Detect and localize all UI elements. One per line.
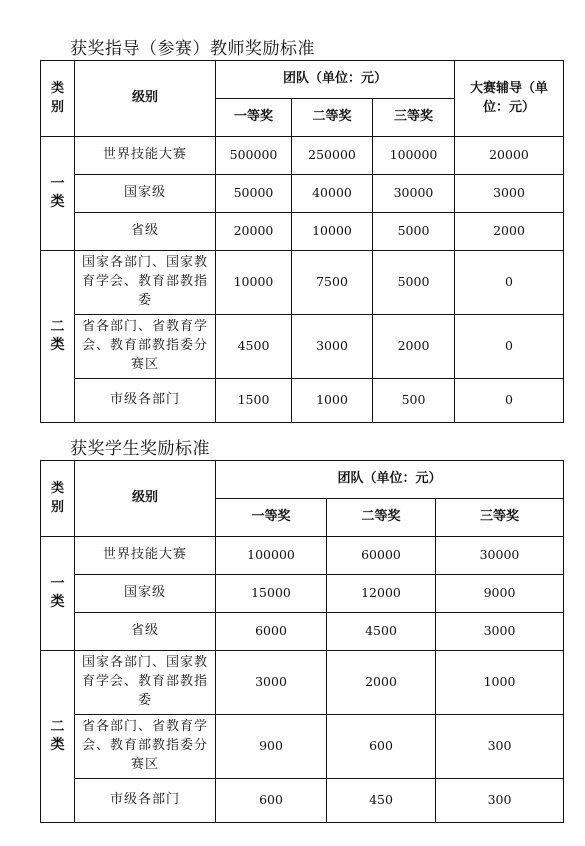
first-prize-value: 50000 — [216, 175, 292, 213]
second-prize-value: 2000 — [327, 651, 436, 715]
level-cell: 省各部门、省教育学会、教育部教指委分赛区 — [75, 315, 216, 379]
level-cell: 国家级 — [75, 175, 216, 213]
first-prize-value: 6000 — [216, 613, 327, 651]
second-prize-value: 1000 — [292, 379, 373, 423]
level-cell: 省各部门、省教育学会、教育部教指委分赛区 — [75, 715, 216, 779]
third-prize-value: 1000 — [436, 651, 564, 715]
first-prize-value: 900 — [216, 715, 327, 779]
header-second-prize: 二等奖 — [327, 499, 436, 537]
first-prize-value: 1500 — [216, 379, 292, 423]
table-row — [41, 175, 564, 213]
level-cell: 国家各部门、国家教育学会、教育部教指委 — [75, 251, 216, 315]
table-row — [41, 715, 564, 779]
level-cell: 世界技能大赛 — [75, 137, 216, 175]
third-prize-value: 5000 — [373, 213, 455, 251]
student-award-table — [40, 460, 564, 823]
header-coach: 大赛辅导（单位：元） — [455, 61, 564, 137]
header-third-prize: 三等奖 — [436, 499, 564, 537]
third-prize-value: 5000 — [373, 251, 455, 315]
second-prize-value: 250000 — [292, 137, 373, 175]
first-prize-value: 500000 — [216, 137, 292, 175]
header-second-prize: 二等奖 — [292, 99, 373, 137]
third-prize-value: 30000 — [373, 175, 455, 213]
header-third-prize: 三等奖 — [373, 99, 455, 137]
teacher-award-table — [40, 60, 564, 423]
first-prize-value: 100000 — [216, 537, 327, 575]
first-prize-value: 15000 — [216, 575, 327, 613]
table-row — [41, 213, 564, 251]
category-cell: 二类 — [41, 251, 75, 423]
table-row — [41, 137, 564, 175]
level-cell: 国家级 — [75, 575, 216, 613]
table-row — [41, 379, 564, 423]
second-prize-value: 450 — [327, 779, 436, 823]
first-prize-value: 20000 — [216, 213, 292, 251]
first-prize-value: 4500 — [216, 315, 292, 379]
third-prize-value: 9000 — [436, 575, 564, 613]
coach-value: 0 — [455, 251, 564, 315]
second-prize-value: 12000 — [327, 575, 436, 613]
coach-value: 0 — [455, 315, 564, 379]
third-prize-value: 300 — [436, 715, 564, 779]
category-cell: 一类 — [41, 137, 75, 251]
level-cell: 市级各部门 — [75, 379, 216, 423]
header-category: 类别 — [41, 461, 75, 537]
third-prize-value: 2000 — [373, 315, 455, 379]
second-prize-value: 7500 — [292, 251, 373, 315]
second-prize-value: 4500 — [327, 613, 436, 651]
table-row — [41, 315, 564, 379]
table-row — [41, 651, 564, 715]
third-prize-value: 30000 — [436, 537, 564, 575]
third-prize-value: 100000 — [373, 137, 455, 175]
level-cell: 国家各部门、国家教育学会、教育部教指委 — [75, 651, 216, 715]
table-row — [41, 779, 564, 823]
header-first-prize: 一等奖 — [216, 499, 327, 537]
third-prize-value: 3000 — [436, 613, 564, 651]
category-cell: 二类 — [41, 651, 75, 823]
coach-value: 2000 — [455, 213, 564, 251]
coach-value: 3000 — [455, 175, 564, 213]
third-prize-value: 300 — [436, 779, 564, 823]
level-cell: 世界技能大赛 — [75, 537, 216, 575]
header-team: 团队（单位：元） — [216, 61, 455, 99]
second-prize-value: 40000 — [292, 175, 373, 213]
table-row — [41, 575, 564, 613]
header-level: 级别 — [75, 461, 216, 537]
level-cell: 省级 — [75, 213, 216, 251]
table-row — [41, 537, 564, 575]
header-level: 级别 — [75, 61, 216, 137]
second-prize-value: 3000 — [292, 315, 373, 379]
teacher-award-title: 获奖指导（参赛）教师奖励标准 — [70, 39, 315, 59]
student-award-title: 获奖学生奖励标准 — [70, 439, 210, 459]
table-row — [41, 613, 564, 651]
table-row — [41, 251, 564, 315]
coach-value: 20000 — [455, 137, 564, 175]
category-cell: 一类 — [41, 537, 75, 651]
first-prize-value: 10000 — [216, 251, 292, 315]
level-cell: 省级 — [75, 613, 216, 651]
header-category: 类别 — [41, 61, 75, 137]
level-cell: 市级各部门 — [75, 779, 216, 823]
first-prize-value: 600 — [216, 779, 327, 823]
header-team: 团队（单位：元） — [216, 461, 564, 499]
header-first-prize: 一等奖 — [216, 99, 292, 137]
third-prize-value: 500 — [373, 379, 455, 423]
first-prize-value: 3000 — [216, 651, 327, 715]
second-prize-value: 60000 — [327, 537, 436, 575]
second-prize-value: 10000 — [292, 213, 373, 251]
coach-value: 0 — [455, 379, 564, 423]
second-prize-value: 600 — [327, 715, 436, 779]
